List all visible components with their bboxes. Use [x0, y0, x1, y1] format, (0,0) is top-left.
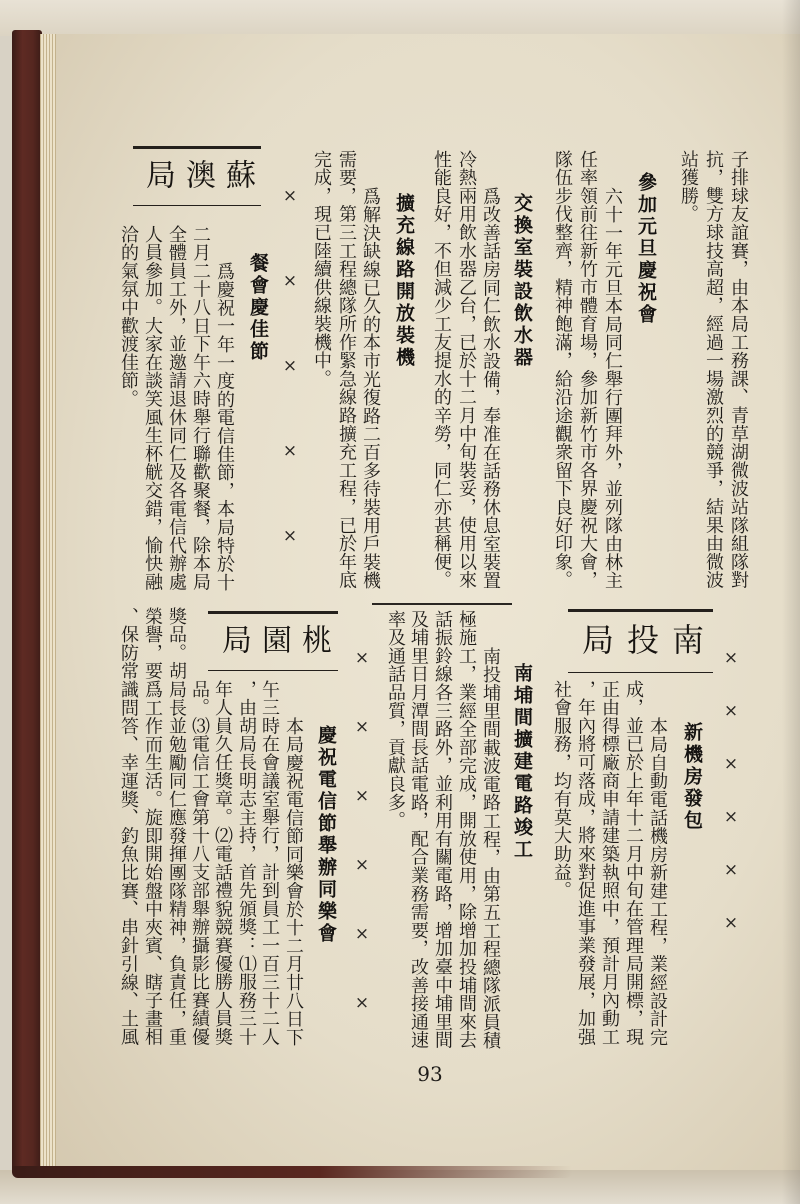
separator-mark: ×	[354, 855, 370, 875]
article-heading: 慶祝電信節舉辦同樂會	[315, 725, 337, 945]
article-text-column: 午三時在會議室舉行，計到員工一百三十二人	[259, 680, 280, 1046]
article-text-column: 榮譽，要爲工作而生活。旋即開始盤中夾賓、瞎子畫相	[142, 607, 163, 1047]
separator-mark: ×	[354, 993, 370, 1013]
article-text-column: ，年內將可落成，將來對促進事業發展，加强	[575, 680, 596, 1046]
article-text-column: 六十一年元旦本局同仁舉行團拜外，並列隊由林主	[602, 187, 623, 590]
article-heading: 擴充線路開放裝機	[393, 193, 415, 369]
article-text-column: 本局自動電話機房新建工程，業經設計完	[647, 717, 668, 1047]
article-text-column: 爲慶祝一年一度的電信佳節，本局特於十	[214, 262, 235, 592]
article-text-column: 任率領前往新竹市體育場，參加新竹市各界慶祝大會，	[577, 150, 598, 590]
article-heading: 參加元旦慶祝會	[635, 172, 657, 326]
bureau-title-box	[568, 609, 713, 673]
page-number: 93	[417, 1062, 443, 1086]
section-rule	[372, 603, 512, 605]
article-text-column: 及埔里日月潭間長話電路，配合業務需要，改善接通速	[408, 610, 429, 1050]
separator-mark: ×	[354, 648, 370, 668]
separator-mark: ×	[282, 271, 298, 291]
article-text-column: 南投埔里間載波電路工程，由第五工程總隊派員積	[480, 647, 501, 1050]
bureau-title: 桃園局	[216, 624, 331, 654]
article-heading: 南埔間擴建電路竣工	[511, 663, 533, 861]
continued-article-column: 抗，雙方球技高超，經過一場激烈的競爭，結果由微波	[703, 150, 724, 590]
article-text-column: 需要，第三工程總隊所作緊急線路擴充工程，已於年底	[336, 150, 357, 590]
bureau-title-box	[208, 611, 338, 671]
continued-article-column: 站獲勝。	[678, 150, 699, 224]
bureau-title: 蘇澳局	[140, 159, 255, 189]
right-shadow	[782, 0, 800, 1204]
article-text-column: 性能良好，不但減少工友提水的辛勞，同仁亦甚稱便。	[431, 150, 452, 590]
separator-mark: ×	[723, 701, 739, 721]
separator-mark: ×	[282, 356, 298, 376]
article-text-column: 全體員工外，並邀請退休同仁及各電信代辦處	[166, 225, 187, 591]
article-text-column: 完成，現已陸續供線裝機中。	[311, 150, 332, 388]
article-text-column: 洽的氣氛中歡渡佳節。	[118, 225, 139, 408]
article-heading: 餐會慶佳節	[247, 253, 269, 363]
article-text-column: 爲解決缺線已久的本市光復路二百多待裝用戶裝機	[360, 187, 381, 590]
book-cover-bottom-edge	[12, 1166, 572, 1178]
article-text-column: 本局慶祝電信節同樂會於十二月廿八日下	[283, 717, 304, 1047]
article-text-column: 人員參加。大家在談笑風生杯觥交錯，愉快融	[142, 225, 163, 591]
article-text-column: 、保防常識問答、幸運獎、釣魚比賽、串針引線、土風	[118, 607, 139, 1047]
separator-mark: ×	[282, 441, 298, 461]
article-heading: 交換室裝設飲水器	[511, 193, 533, 369]
article-text-column: 率及通話品質，貢獻良多。	[385, 610, 406, 830]
separator-mark: ×	[723, 860, 739, 880]
article-text-column: 年人員久任獎章。⑵電話禮貌競賽優勝人員獎	[212, 680, 233, 1046]
article-text-column: 冷熱兩用飲水器乙台，已於十二月中旬裝妥，使用以來	[456, 150, 477, 590]
separator-mark: ×	[354, 786, 370, 806]
bureau-title: 南投局	[577, 623, 705, 655]
separator-mark: ×	[723, 648, 739, 668]
article-text-column: 社會服務，均有莫大助益。	[551, 680, 572, 900]
separator-mark: ×	[723, 913, 739, 933]
article-text-column: 品。⑶電信工會第十八支部舉辦攝影比賽績優	[189, 680, 210, 1046]
separator-mark: ×	[282, 526, 298, 546]
separator-mark: ×	[723, 807, 739, 827]
separator-mark: ×	[354, 717, 370, 737]
article-text-column: 極施工，業經全部完成，開放使用，除增加投埔間來去	[456, 610, 477, 1050]
bureau-title-box	[133, 146, 261, 206]
article-text-column: 隊伍步伐整齊，精神飽滿，給沿途觀衆留下良好印象。	[552, 150, 573, 590]
article-text-column: 爲改善話房同仁飲水設備，奉准在話務休息室裝置	[480, 187, 501, 590]
separator-mark: ×	[282, 186, 298, 206]
article-text-column: ，由胡局長明志主持，首先頒獎：⑴服務三十	[236, 680, 257, 1046]
article-text-column: 獎品。胡局長並勉勵同仁應發揮團隊精神，負責任，重	[166, 607, 187, 1047]
article-text-column: 成，並已於上年十二月中旬在管理局開標，現	[623, 680, 644, 1046]
separator-mark: ×	[723, 754, 739, 774]
article-heading: 新機房發包	[681, 722, 703, 832]
article-text-column: 二月二十八日下午六時舉行聯歡聚餐，除本局	[190, 225, 211, 591]
background-surface	[0, 0, 800, 36]
article-text-column: 話振鈴線各三路外，並利用有關電路，增加臺中埔里間	[432, 610, 453, 1050]
article-text-column: 正由得標廠商申請建築執照中，預計月內動工	[599, 680, 620, 1046]
separator-mark: ×	[354, 924, 370, 944]
continued-article-column: 子排球友誼賽，由本局工務課、青草湖微波站隊組隊對	[728, 150, 749, 590]
book-cover-spine	[12, 30, 42, 1180]
